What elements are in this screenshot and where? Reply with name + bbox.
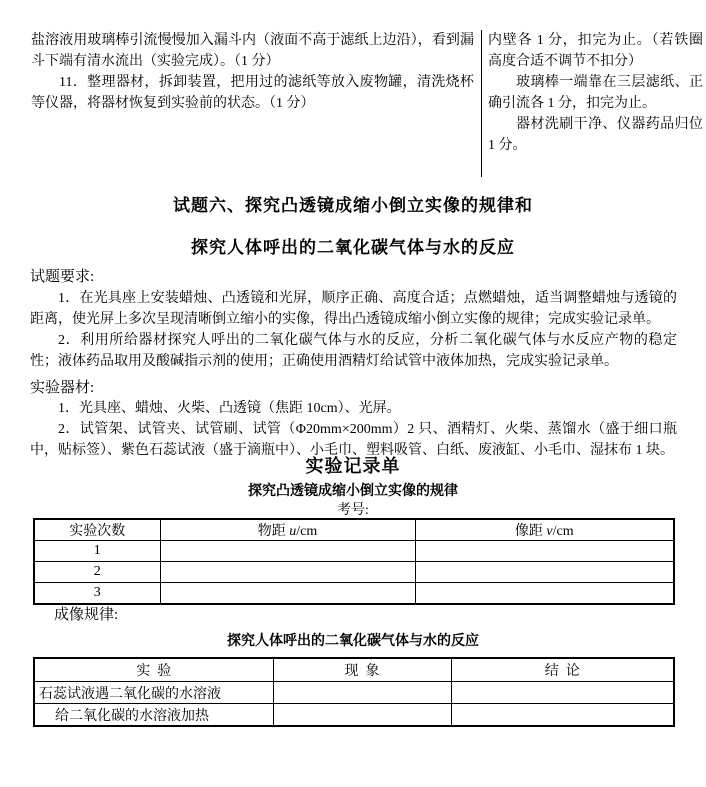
optics-record-table — [33, 518, 675, 605]
record-sheet-title: 实验记录单 — [305, 456, 401, 476]
table-row — [34, 541, 674, 562]
requirement-item: 2．利用所给器材探究人呼出的二氧化碳气体与水的反应，分析二氧化碳气体与水反应产物的稳定性；液体药品取用及酸碱指示剂的使用；正确使用酒精灯给试管中液体加热，完成实验记录单。 — [30, 333, 677, 369]
top-left-column — [31, 30, 481, 177]
object-distance-cell[interactable] — [160, 541, 415, 562]
note-paragraph: 器材洗刷干净、仪器药品归位 1 分。 — [488, 117, 703, 153]
trial-number-cell: 3 — [34, 583, 160, 605]
trial-number-cell: 2 — [34, 562, 160, 583]
object-distance-cell[interactable] — [160, 562, 415, 583]
table-header-row — [34, 519, 674, 541]
imaging-rule-label: 成像规律: — [54, 607, 119, 623]
image-distance-variable: v — [546, 524, 553, 539]
materials-heading: 实验器材: — [30, 380, 95, 396]
note-paragraph: 内壁各 1 分，扣完为止。（若铁圈高度合适不调节不扣分） — [488, 33, 703, 69]
object-distance-label: 物距 — [257, 524, 290, 539]
conclusion-cell[interactable] — [451, 682, 674, 704]
trial-number-cell: 1 — [34, 541, 160, 562]
requirement-item: 1．在光具座上安装蜡烛、凸透镜和光屏，顺序正确、高度合适；点燃蜡烛，适当调整蜡烛与透镜的距离，使光屏上多次呈现清晰倒立缩小的实像，得出凸透镜成缩小倒立实像的规律；完成实验记录单。 — [30, 291, 677, 327]
top-notes-section — [31, 30, 703, 177]
exam-title-line1: 试题六、探究凸透镜成缩小倒立实像的规律和 — [173, 196, 533, 215]
experiment-name-cell: 给二氧化碳的水溶液加热 — [34, 704, 273, 727]
image-distance-cell[interactable] — [415, 583, 674, 605]
image-distance-cell[interactable] — [415, 562, 674, 583]
table-row — [34, 682, 674, 704]
material-item: 1．光具座、蜡烛、火柴、凸透镜（焦距 10cm）、光屏。 — [58, 401, 401, 416]
phenomenon-cell[interactable] — [273, 682, 451, 704]
note-paragraph: 盐溶液用玻璃棒引流慢慢加入漏斗内（液面不高于滤纸上边沿），看到漏斗下端有清水流出（实验完成）。（1 分） — [31, 33, 474, 69]
co2-section-subtitle: 探究人体呼出的二氧化碳气体与水的反应 — [227, 632, 479, 648]
exam-title-line2: 探究人体呼出的二氧化碳气体与水的反应 — [191, 238, 515, 257]
object-distance-header — [160, 519, 415, 541]
table-header-row — [34, 658, 674, 682]
table-row — [34, 583, 674, 605]
material-item: 2．试管架、试管夹、试管刷、试管（Φ20mm×200mm）2 只、酒精灯、火柴、蒸馏水（盛于细口瓶中，贴标签）、紫色石蕊试液（盛于滴瓶中）、小毛巾、塑料吸管、白纸、废液缸、小毛巾、湿抹布 1 块。 — [30, 422, 677, 458]
experiment-header: 实 验 — [34, 658, 273, 682]
image-distance-header — [415, 519, 674, 541]
trial-number-header: 实验次数 — [34, 519, 160, 541]
optics-section-subtitle: 探究凸透镜成缩小倒立实像的规律 — [248, 482, 458, 498]
note-paragraph: 11．整理器材，拆卸装置，把用过的滤纸等放入废物罐，清洗烧杯等仪器，将器材恢复到实验前的状态。（1 分） — [31, 75, 474, 111]
image-distance-unit: /cm — [552, 524, 574, 539]
requirements-heading: 试题要求: — [30, 269, 95, 285]
co2-record-table — [33, 657, 675, 727]
image-distance-label: 像距 — [514, 524, 547, 539]
exam-number-label: 考号: — [337, 503, 369, 518]
table-row — [34, 562, 674, 583]
object-distance-cell[interactable] — [160, 583, 415, 605]
table-row — [34, 704, 674, 727]
conclusion-header: 结 论 — [451, 658, 674, 682]
object-distance-variable: u — [289, 524, 297, 539]
image-distance-cell[interactable] — [415, 541, 674, 562]
note-paragraph: 玻璃棒一端靠在三层滤纸、正确引流各 1 分，扣完为止。 — [488, 75, 703, 111]
experiment-name-cell: 石蕊试液遇二氧化碳的水溶液 — [34, 682, 273, 704]
phenomenon-header: 现 象 — [273, 658, 451, 682]
top-right-column — [482, 30, 703, 177]
requirements-body — [30, 288, 677, 372]
object-distance-unit: /cm — [296, 524, 318, 539]
conclusion-cell[interactable] — [451, 704, 674, 727]
phenomenon-cell[interactable] — [273, 704, 451, 727]
